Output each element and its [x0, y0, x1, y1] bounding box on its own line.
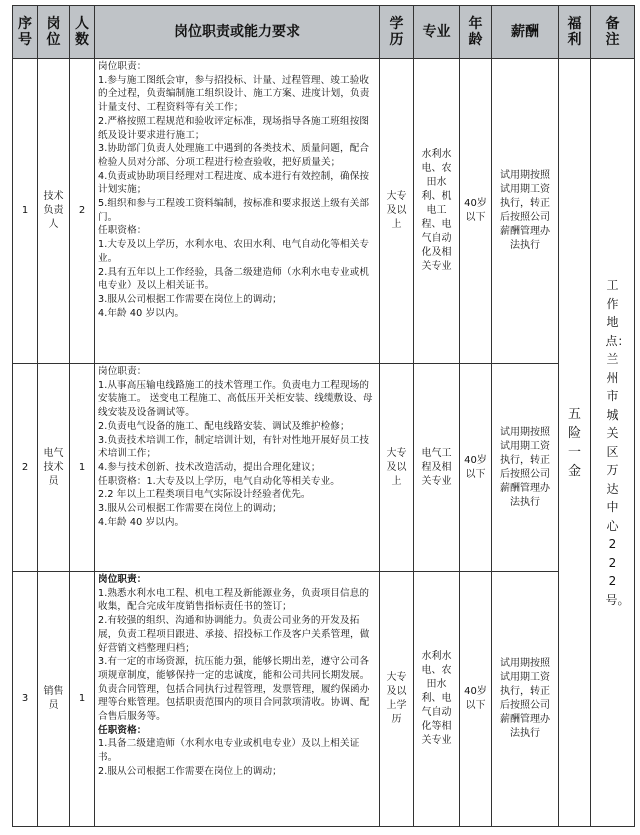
duty-line: 4.参与技术创新、技术改造活动，提出合理化建议；	[98, 461, 321, 473]
row-major: 水利水电、农田水利、电气自动化等相关专业	[414, 572, 460, 827]
row-count: 1	[70, 572, 95, 827]
duty-line: 4.负责或协助项目经理对工程进度、成本进行有效控制，确保按计划实施；	[98, 170, 370, 196]
duty-line: 3.服从公司根据工作需要在岗位上的调动；	[98, 293, 282, 305]
header-row	[13, 6, 635, 59]
header-count: 人数	[70, 6, 95, 59]
row-post: 销售员	[38, 572, 70, 827]
header-major: 专业	[414, 6, 460, 59]
row-seq: 1	[13, 59, 38, 364]
row-edu: 大专及以上学历	[380, 572, 414, 827]
row-major: 电气工程及相关专业	[414, 364, 460, 572]
duty-line: 2.2 年以上工程类项目电气实际设计经验者优先。	[98, 489, 311, 501]
duty-line: 岗位职责：	[98, 574, 147, 585]
recruitment-table	[12, 5, 635, 827]
header-welfare: 福利	[559, 6, 591, 59]
duty-line: 3.负责技术培训工作，制定培训计划，有针对性地开展好员工技术培训工作；	[98, 434, 370, 460]
table-row	[13, 59, 635, 364]
duty-line: 2.具有五年以上工作经验，具备二级建造师（水利水电专业或机电专业）及以上相关证书。	[98, 266, 370, 292]
duty-line: 1.熟悉水利水电工程、机电工程及新能源业务，负责项目信息的收集，配合完成年度销售指标责任书的签订；	[98, 587, 370, 613]
duty-line: 1.从事高压输电线路施工的技术管理工作。负责电力工程现场的安装施工。 送变电工程施工、高低压开关柜安装、线缆敷设、母线安装及设备调试等。	[98, 379, 373, 419]
duty-line: 5.组织和参与工程竣工资料编制，按标准和要求报送上级有关部门。	[98, 198, 370, 223]
header-post: 岗位	[38, 6, 70, 59]
row-edu: 大专及以上	[380, 364, 414, 572]
row-salary: 试用期按照试用期工资执行，转正后按照公司薪酬管理办法执行	[492, 59, 559, 364]
header-seq: 序号	[13, 6, 38, 59]
duty-line: 3.协助部门负责人处理施工中遇到的各类技术、质量问题，配合检验人员对分部、分项工程进行检查验收，把好质量关；	[98, 143, 370, 168]
header-duty: 岗位职责或能力要求	[95, 6, 380, 59]
row-seq: 2	[13, 364, 38, 572]
table-row	[13, 572, 635, 827]
header-edu: 学历	[380, 6, 414, 59]
duty-line: 2.服从公司根据工作需要在岗位上的调动；	[98, 765, 282, 777]
duty-line: 4.年龄 40 岁以内。	[98, 516, 185, 528]
row-age: 40岁以下	[460, 364, 492, 572]
row-duty	[95, 572, 380, 827]
duty-line: 2.负责电气设备的施工、配电线路安装、调试及维护检修；	[98, 420, 350, 432]
duty-line: 1.具备二级建造师（水利水电专业或机电专业）及以上相关证书。	[98, 738, 360, 764]
duty-line: 任职资格：	[98, 225, 147, 237]
duty-line: 3.服从公司根据工作需要在岗位上的调动；	[98, 503, 282, 515]
header-age: 年龄	[460, 6, 492, 59]
row-age: 40岁以下	[460, 59, 492, 364]
row-duty	[95, 364, 380, 572]
row-edu: 大专及以上	[380, 59, 414, 364]
header-note: 备注	[591, 6, 635, 59]
duty-line: 2.有较强的组织、沟通和协调能力。负责公司业务的开发及拓展，负责工程项目跟进、承接、招投标工作及客户关系管理，做好营销文档整理归档；	[98, 615, 370, 654]
duty-line: 负责合同管理，包括合同执行过程管理，发票管理，履约保函办理等台账管理。包括职责范围内的项目合同款项清收。协调、配合售后服务等。	[98, 683, 370, 723]
duty-line: 1.参与施工图纸会审，参与招投标、计量、过程管理、竣工验收的全过程，负责编制施工组织设计、施工方案、进度计划，负责计量支付、工程资料等有关工作；	[98, 74, 370, 114]
header-salary: 薪酬	[492, 6, 559, 59]
welfare-cell: 五险一金	[559, 59, 591, 827]
duty-line: 岗位职责：	[98, 61, 147, 72]
duty-line: 4.年龄 40 岁以内。	[98, 307, 185, 319]
note-cell: 工作地点：兰州市城关区万达中心2 2 2 号。	[591, 59, 635, 827]
row-post: 技术负责人	[38, 59, 70, 364]
duty-line: 3.有一定的市场资源，抗压能力强，能够长期出差，遵守公司各项规章制度，能够保持一定的忠诚度，能和公司共同长期发展。	[98, 656, 370, 681]
row-duty	[95, 59, 380, 364]
row-post: 电气技术员	[38, 364, 70, 572]
row-major: 水利水电、农田水利、机电工程、电气自动化及相关专业	[414, 59, 460, 364]
duty-line: 任职资格：1.大专及以上学历，电气自动化等相关专业。	[98, 475, 341, 487]
table-row	[13, 364, 635, 572]
row-seq: 3	[13, 572, 38, 827]
row-age: 40岁以下	[460, 572, 492, 827]
duty-line: 2.严格按照工程规范和验收评定标准，现场指导各施工班组按图纸及设计要求进行施工；	[98, 115, 370, 141]
duty-line: 岗位职责：	[98, 366, 147, 377]
duty-line: 任职资格：	[98, 724, 147, 736]
row-salary: 试用期按照试用期工资执行，转正后按照公司薪酬管理办法执行	[492, 364, 559, 572]
row-count: 1	[70, 364, 95, 572]
row-salary: 试用期按照试用期工资执行，转正后按照公司薪酬管理办法执行	[492, 572, 559, 827]
duty-line: 1.大专及以上学历，水利水电、农田水利、电气自动化等相关专业。	[98, 239, 370, 264]
row-count: 2	[70, 59, 95, 364]
